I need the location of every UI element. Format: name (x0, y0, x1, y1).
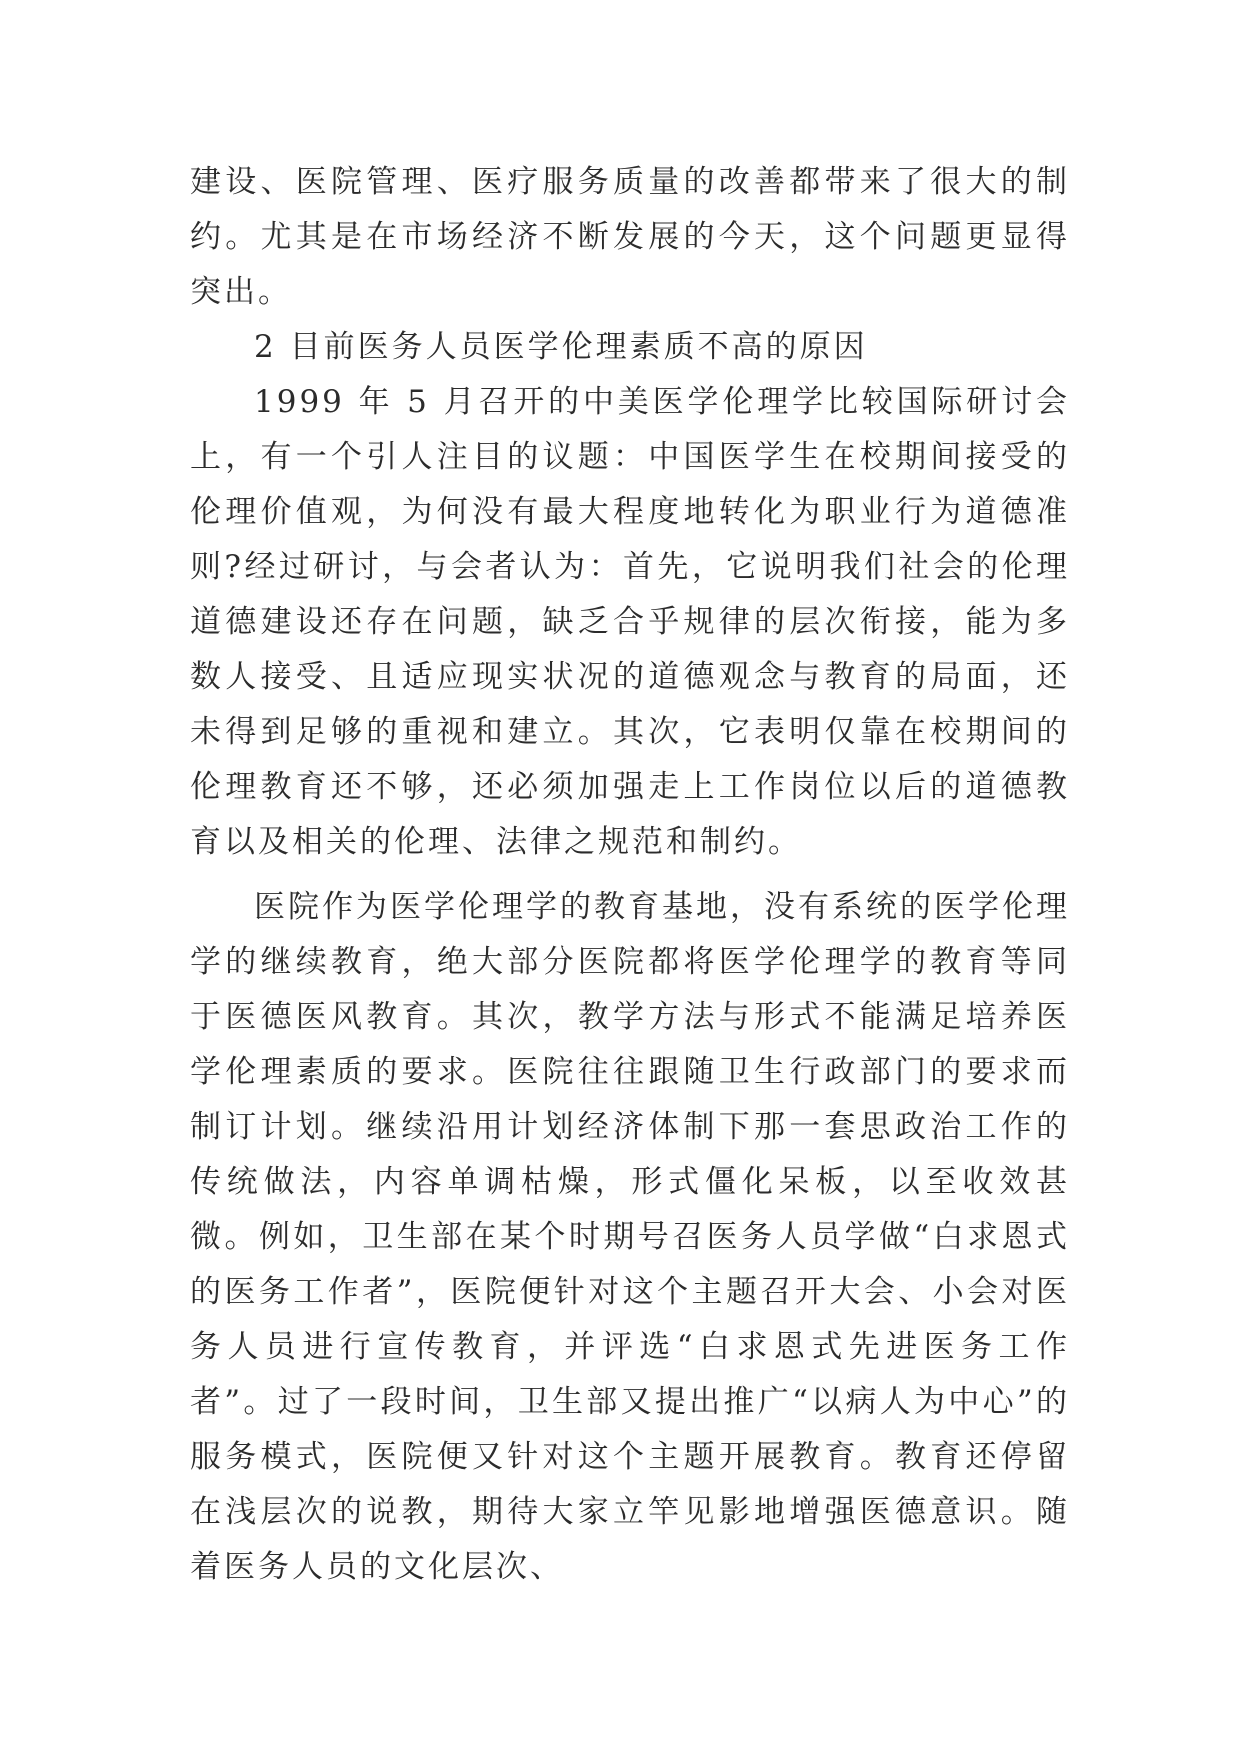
document-body (190, 155, 1070, 1595)
paragraph-continuation: 建设、医院管理、医疗服务质量的改善都带来了很大的制约。尤其是在市场经济不断发展的今天，这个问题更显得突出。 (190, 164, 1070, 310)
paragraph-gap (190, 870, 1070, 880)
paragraph-hospital-education: 医院作为医学伦理学的教育基地，没有系统的医学伦理学的继续教育，绝大部分医院都将医学伦理学的教育等同于医德医风教育。其次，教学方法与形式不能满足培养医学伦理素质的要求。医院往往跟随卫生行政部门的要求而制订计划。继续沿用计划经济体制下那一套思政治工作的传统做法，内容单调枯燥，形式僵化呆板，以至收效甚微。例如，卫生部在某个时期号召医务人员学做“白求恩式的医务工作者”，医院便针对这个主题召开大会、小会对医务人员进行宣传教育，并评选“白求恩式先进医务工作者”。过了一段时间，卫生部又提出推广“以病人为中心”的服务模式，医院便又针对这个主题开展教育。教育还停留在浅层次的说教，期待大家立竿见影地增强医德意识。随着医务人员的文化层次、 (190, 889, 1070, 1585)
paragraph-symposium: 1999 年 5 月召开的中美医学伦理学比较国际研讨会上，有一个引人注目的议题：中国医学生在校期间接受的伦理价值观，为何没有最大程度地转化为职业行为道德准则?经过研讨，与会者认为：首先，它说明我们社会的伦理道德建设还存在问题，缺乏合乎规律的层次衔接，能为多数人接受、且适应现实状况的道德观念与教育的局面，还未得到足够的重视和建立。其次，它表明仅靠在校期间的伦理教育还不够，还必须加强走上工作岗位以后的道德教育以及相关的伦理、法律之规范和制约。 (190, 384, 1070, 860)
section-heading: 2 目前医务人员医学伦理素质不高的原因 (254, 329, 868, 365)
